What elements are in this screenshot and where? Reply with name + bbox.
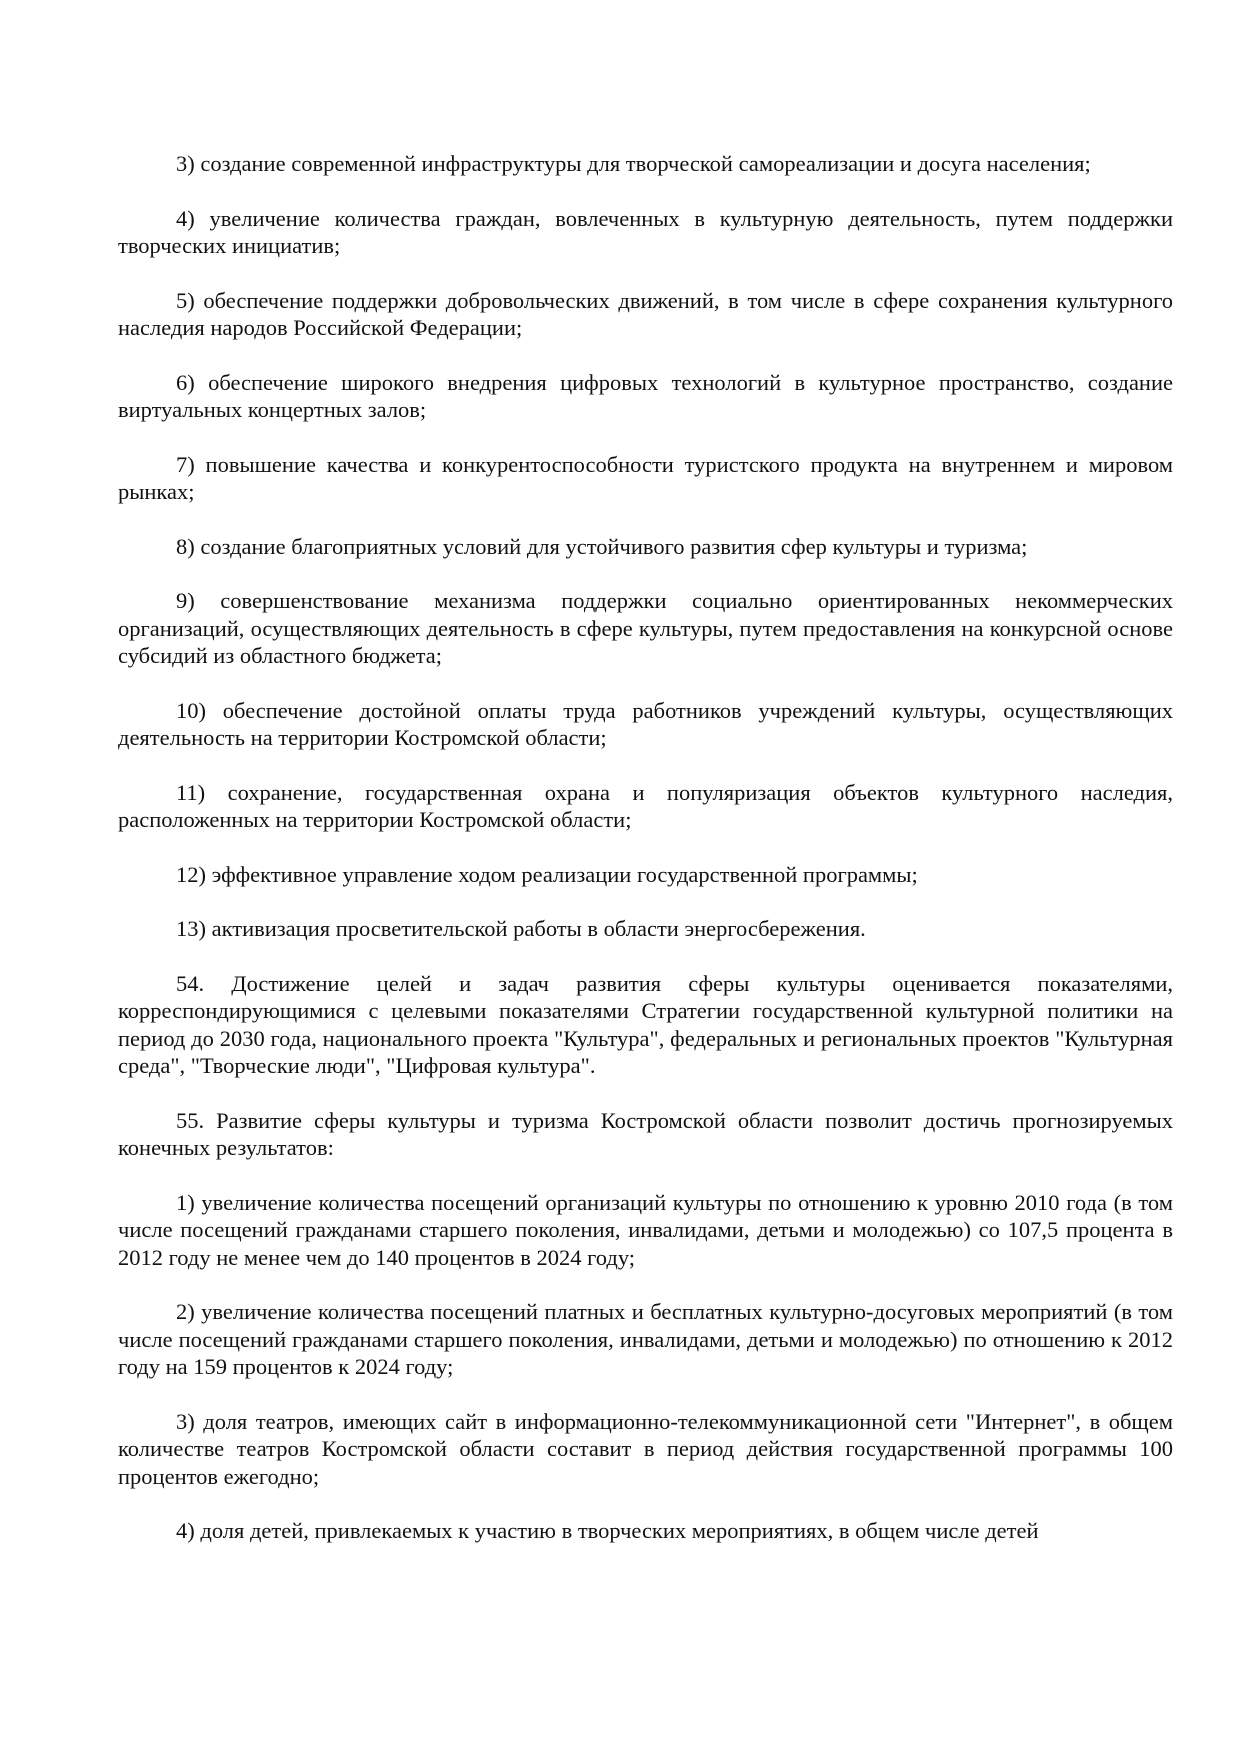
paragraph-item-3-infrastructure: 3) создание современной инфраструктуры для творческой самореализации и досуга населения; — [176, 151, 1091, 176]
paragraph-result-3-theatre-websites: 3) доля театров, имеющих сайт в информационно-телекоммуникационной сети "Интернет", в общем количестве театров Костромской области составит в период действия государственной программы 100 процентов ежегодно; — [118, 1408, 1173, 1489]
paragraph-item-12-program-management: 12) эффективное управление ходом реализации государственной программы; — [176, 861, 918, 887]
paragraph-item-11-heritage: 11) сохранение, государственная охрана и популяризация объектов культурного наследия, расположенных на территории Костромской области; — [118, 779, 1173, 832]
paragraph-item-7-tourism-product: 7) повышение качества и конкурентоспособности туристского продукта на внутреннем и мировом рынках; — [118, 451, 1173, 504]
paragraph-item-8-favorable-conditions: 8) создание благоприятных условий для устойчивого развития сфер культуры и туризма; — [176, 533, 1028, 559]
paragraph-section-54: 54. Достижение целей и задач развития сферы культуры оценивается показателями, корреспондирующимися с целевыми показателями Стратегии государственной культурной политики на период до 2030 года, национального проекта "Культура", федеральных и региональных проектов "Культурная среда", "Творческие люди", "Цифровая культура". — [118, 970, 1173, 1078]
document-page — [118, 150, 1173, 1545]
paragraph-result-2-events: 2) увеличение количества посещений платных и бесплатных культурно-досуговых мероприятий (в том числе посещений гражданами старшего поколения, инвалидами, детьми и молодежью) по отношению к 2012 году на 159 процентов к 2024 году; — [118, 1299, 1173, 1379]
paragraph-result-1-visits: 1) увеличение количества посещений организаций культуры по отношению к уровню 2010 года (в том числе посещений гражданами старшего поколения, инвалидами, детьми и молодежью) со 107,5 процента в 2012 году не менее чем до 140 процентов в 2024 году; — [118, 1189, 1173, 1270]
paragraph-item-13-energy-saving: 13) активизация просветительской работы в области энергосбережения. — [176, 916, 866, 941]
paragraph-item-9-nonprofit-support: 9) совершенствование механизма поддержки социально ориентированных некоммерческих организаций, осуществляющих деятельность в сфере культуры, путем предоставления на конкурсной основе субсидий из областного бюджета; — [118, 588, 1173, 668]
paragraph-item-4-citizens-involvement: 4) увеличение количества граждан, вовлеченных в культурную деятельность, путем поддержки творческих инициатив; — [118, 205, 1173, 258]
paragraph-result-4-children: 4) доля детей, привлекаемых к участию в творческих мероприятиях, в общем числе детей — [176, 1518, 1039, 1543]
paragraph-item-6-digital-technologies: 6) обеспечение широкого внедрения цифровых технологий в культурное пространство, создание виртуальных концертных залов; — [118, 369, 1173, 422]
paragraph-item-5-volunteer-support: 5) обеспечение поддержки добровольческих движений, в том числе в сфере сохранения культурного наследия народов Российской Федерации; — [118, 287, 1173, 340]
paragraph-section-55: 55. Развитие сферы культуры и туризма Костромской области позволит достичь прогнозируемых конечных результатов: — [118, 1107, 1173, 1160]
paragraph-item-10-wages: 10) обеспечение достойной оплаты труда работников учреждений культуры, осуществляющих деятельность на территории Костромской области; — [118, 697, 1173, 750]
